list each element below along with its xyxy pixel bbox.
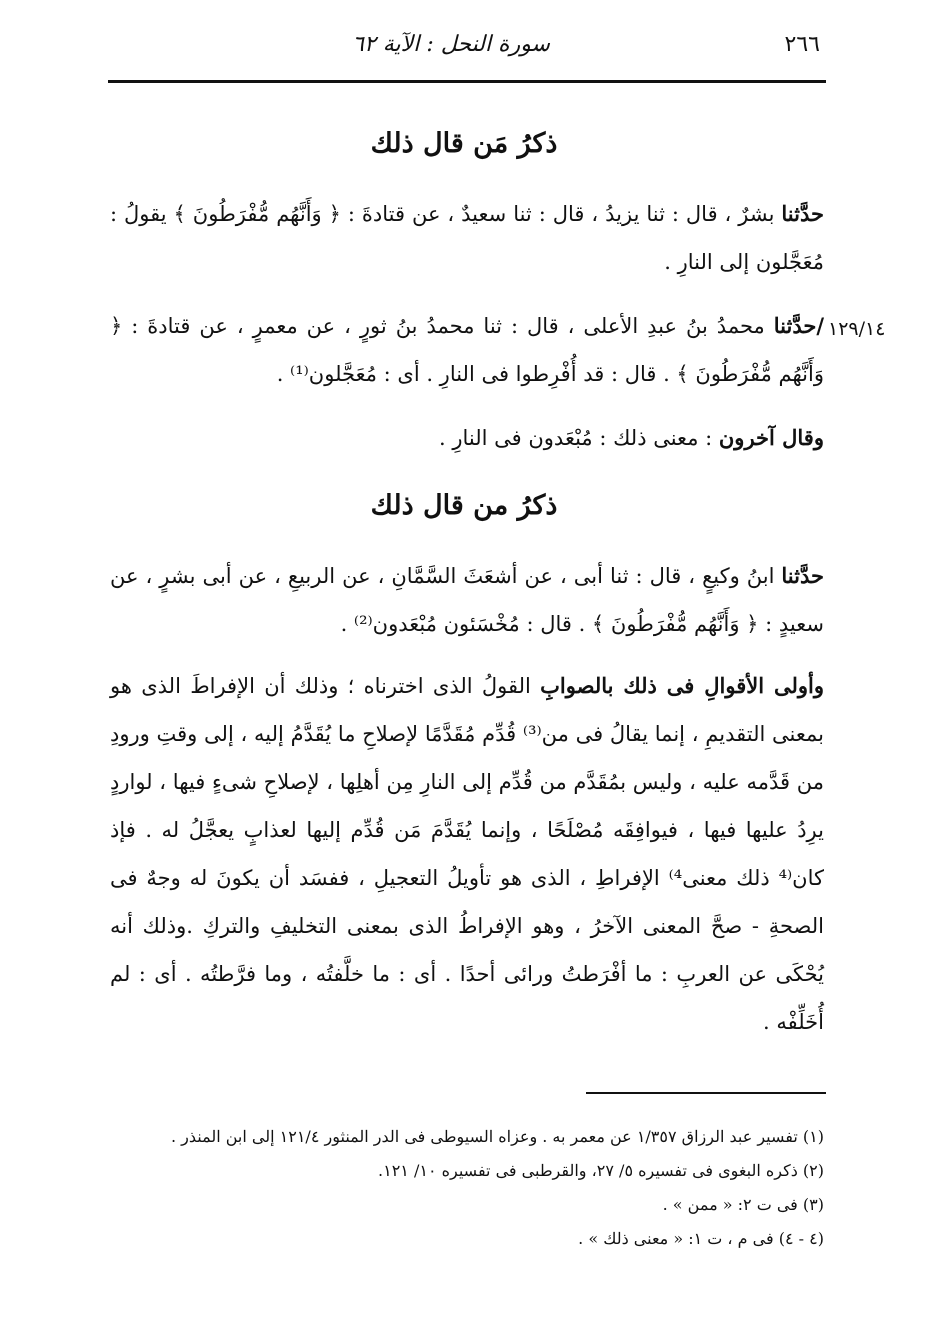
- page-header: [108, 30, 820, 70]
- paragraph-5-text: القولُ الذى اخترناه ؛ وذلك أن الإفراطَ الذى هو بمعنى التقديمِ ، إنما يقالُ فى من⁽³⁾ قُدِّم مُقَدَّمًا لإصلاحِ ما يُقَدَّمُ إليه ، إلى وقتِ ورودِ من قَدَّمه عليه ، وليس بمُقَدَّم من قُدِّم إلى النارِ مِن أهلِها ، لإصلاحِ شىءٍ فيها ، لواردٍ يرِدُ عليها فيها ، فيوافِقَه مُصْلَحًا ، وإنما يُقَدَّمَ مَن قُدِّم إليها لعذابٍ يعجَّلُ له . فإذ كان⁽⁴ ذلك معنى⁴⁾ الإفراطِ ، الذى هو تأويلُ التعجيلِ ، ففسَد أن يكونَ له وجهٌ فى الصحةِ - صحَّ المعنى الآخرُ ، وهو الإفراطُ الذى بمعنى التخليفِ والتركِ .وذلك أنه يُحْكَى عن العربِ : ما أفْرَطتُ ورائى أحدًا . أى : ما خلَّفتُه ، وما فرَّطتُه . أى : لم أُخَلِّفْه .: [110, 674, 824, 1034]
- paragraph-1-text: بشرٌ ، قال : ثنا يزيدُ ، قال : ثنا سعيدٌ ، عن قتادةَ : ﴿ وَأَنَّهُم مُّفْرَطُونَ ﴾ يقولُ : مُعَجَّلون إلى النارِ .: [110, 202, 824, 274]
- paragraph-4-text: ابنُ وكيعٍ ، قال : ثنا أبى ، عن أشعَثَ السَّمَّانِ ، عن الربيعِ ، عن أبى بشرٍ ، عن سعيدٍ : ﴿ وَأَنَّهُم مُّفْرَطُونَ ﴾ . قال : مُخْسَئون مُبْعَدون⁽²⁾ .: [110, 564, 824, 636]
- footnote-3: (٣) فى ت ٢: « ممن » .: [662, 1195, 824, 1214]
- page-number: ٢٦٦: [784, 32, 820, 57]
- paragraph-5: [110, 662, 824, 1046]
- footnote-rule: [586, 1092, 826, 1094]
- paragraph-2-text: محمدُ بنُ عبدِ الأعلى ، قال : ثنا محمدُ بنُ ثورٍ ، عن معمرٍ ، عن قتادةَ : ﴿ وَأَنَّهُم مُّفْرَطُونَ ﴾ . قال : قد أُفْرِطوا فى النارِ . أى : مُعَجَّلون⁽¹⁾ .: [110, 314, 824, 386]
- paragraph-3-lead: وقال آخرون: [718, 425, 824, 450]
- paragraph-2: [110, 302, 824, 398]
- marginal-reference: ١٢٩/١٤: [828, 318, 886, 340]
- section-heading-2: ذكرُ من قال ذلك: [370, 490, 558, 521]
- running-title: سورة النحل : الآية ٦٢: [352, 32, 550, 57]
- header-rule: [108, 80, 826, 83]
- paragraph-2-lead: /حدَّثنا: [773, 313, 824, 338]
- paragraph-4: [110, 552, 824, 648]
- footnote-1: (١) تفسير عبد الرزاق ١/٣٥٧ عن معمر به . وعزاه السيوطى فى الدر المنثور ١٢١/٤ إلى ابن المنذر .: [170, 1127, 824, 1146]
- section-heading-1: ذكرُ مَن قال ذلك: [370, 128, 558, 159]
- footnote-4: (٤ - ٤) فى م ، ت ١: « معنى ذلك » .: [578, 1229, 824, 1248]
- paragraph-3-text: : معنى ذلك : مُبْعَدون فى النارِ .: [439, 426, 719, 450]
- paragraph-5-lead: وأولى الأقوالِ فى ذلك بالصوابِ: [540, 673, 824, 698]
- paragraph-3: [110, 414, 824, 462]
- paragraph-1: [110, 190, 824, 286]
- footnote-2: (٢) ذكره البغوى فى تفسيره ٥/ ٢٧، والقرطبى فى تفسيره ١٠/ ١٢١.: [378, 1161, 824, 1180]
- paragraph-4-lead: حدَّثنا: [781, 563, 824, 588]
- paragraph-1-lead: حدَّثنا: [781, 201, 824, 226]
